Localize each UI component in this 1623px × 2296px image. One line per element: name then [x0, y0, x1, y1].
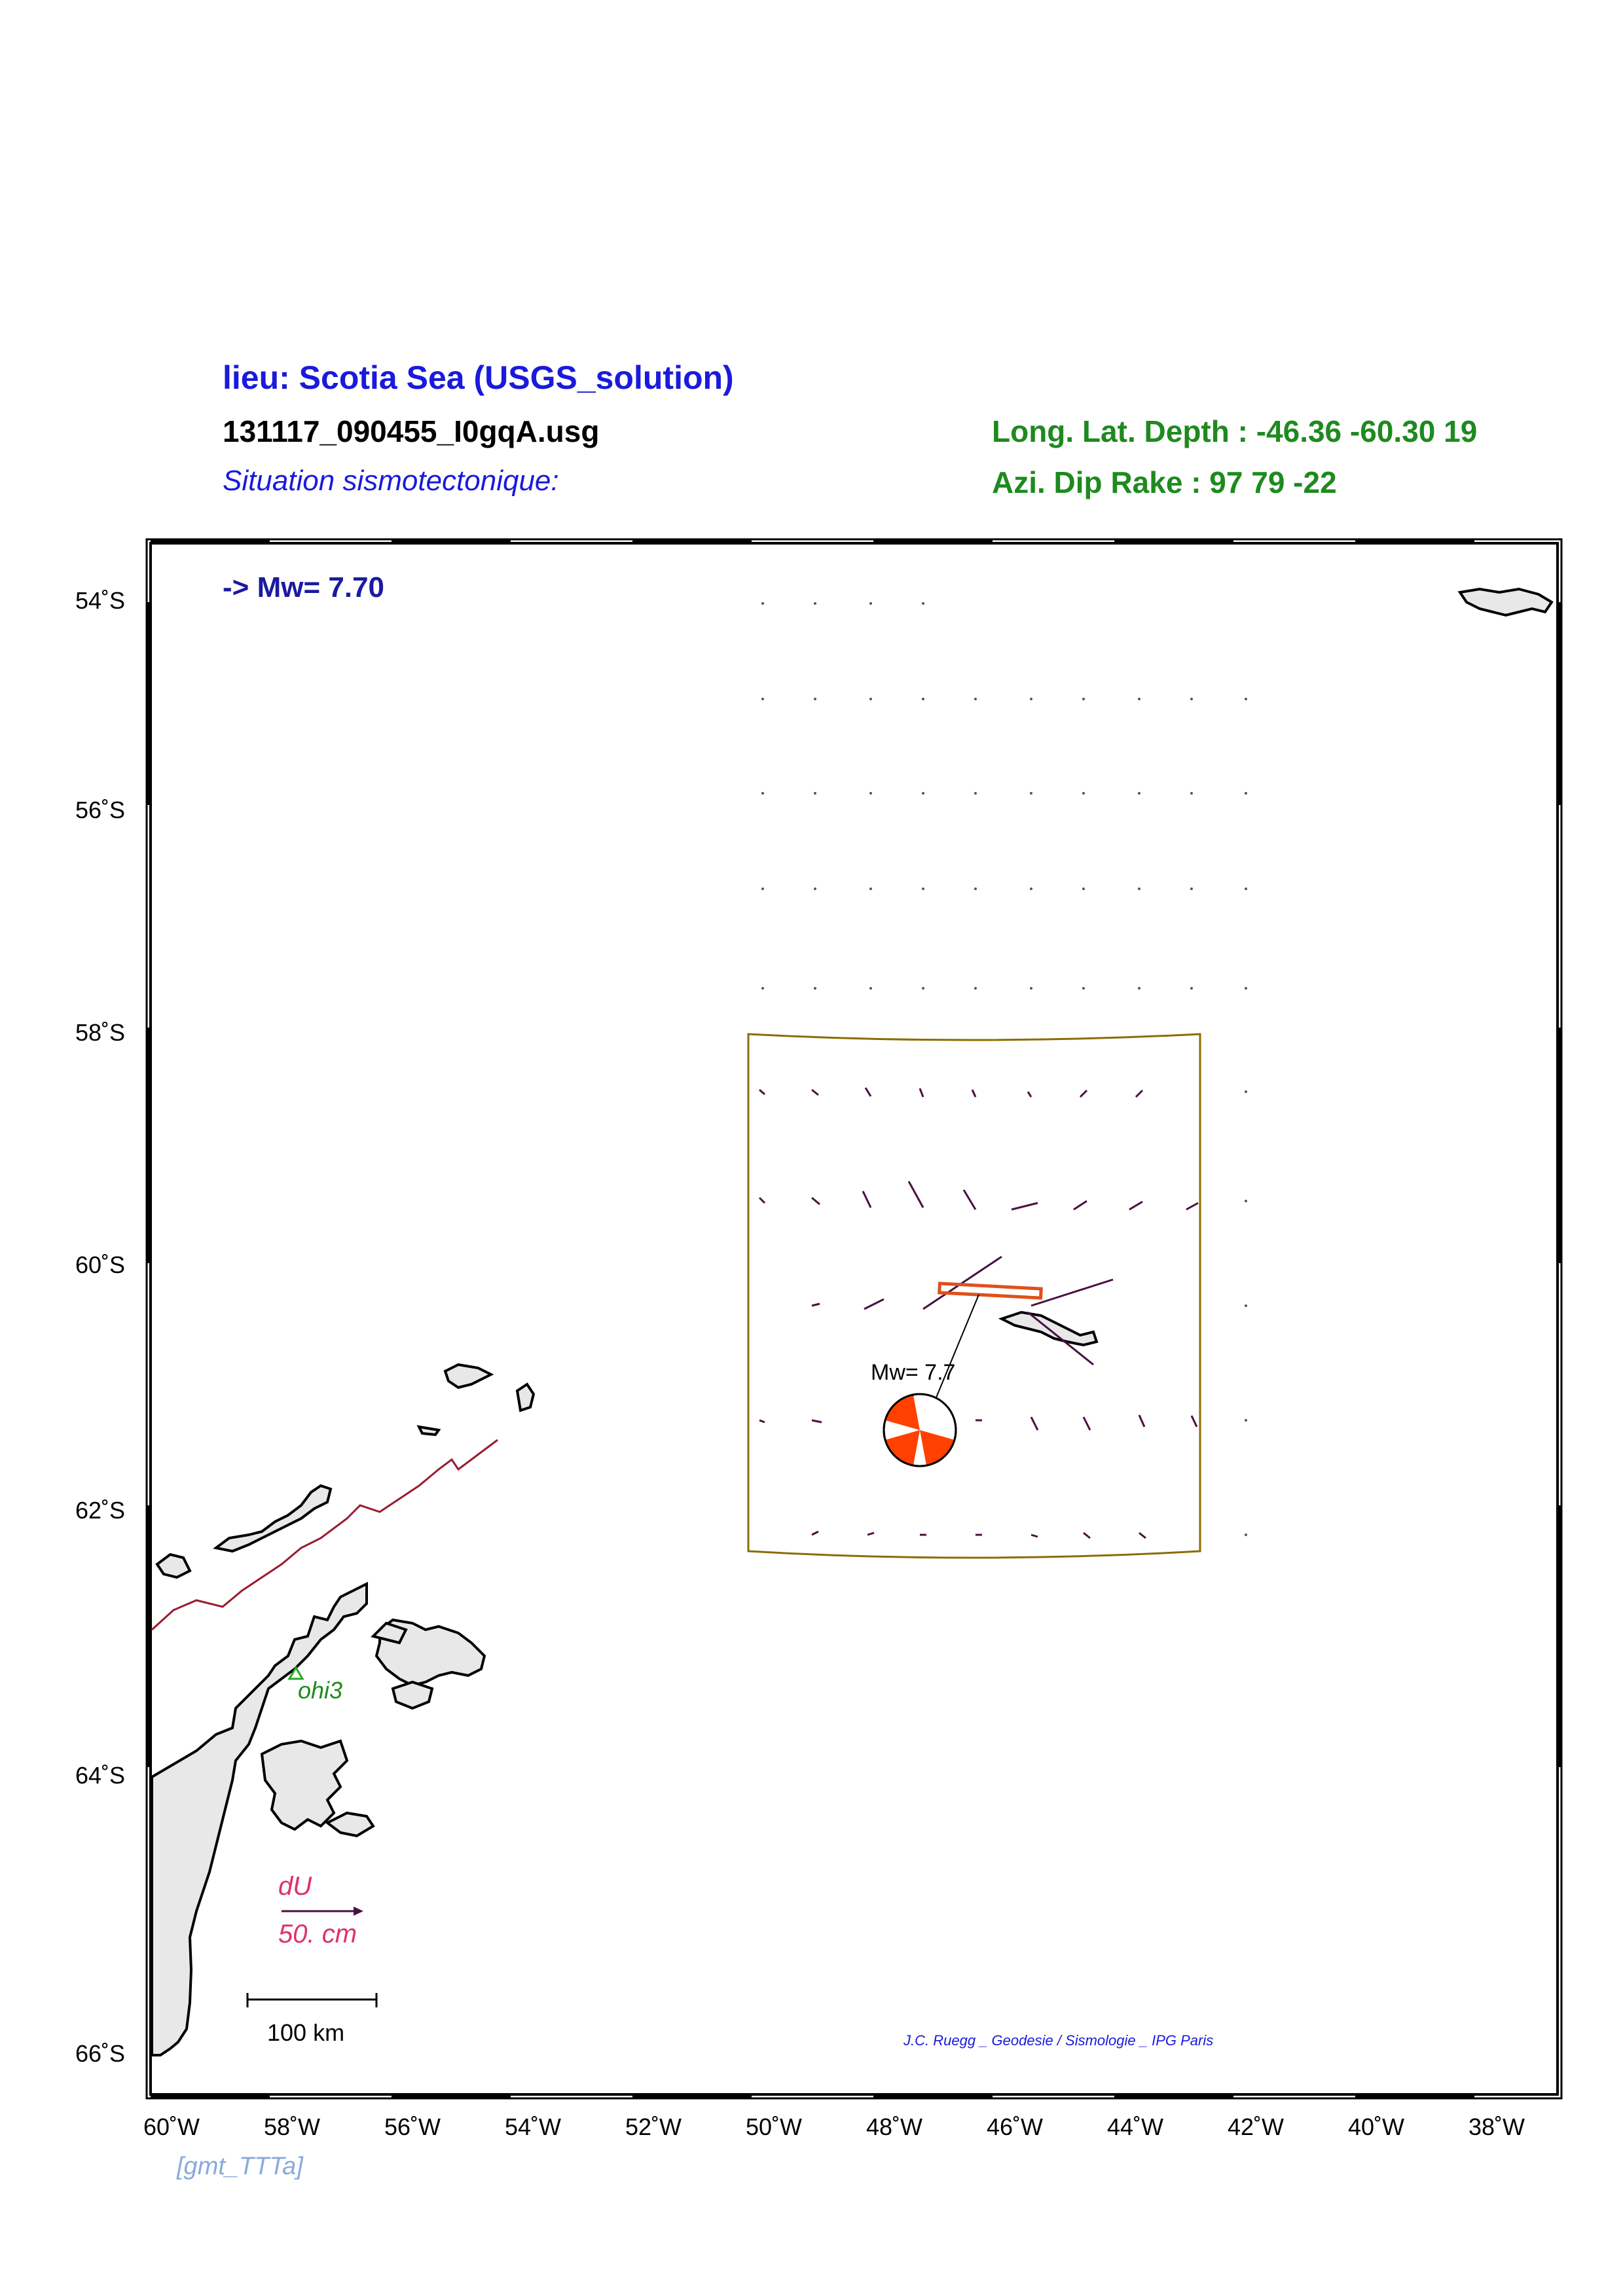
lon-label: 40˚W — [1347, 2113, 1405, 2140]
focal-mechanism-beachball — [884, 1394, 956, 1466]
station-label: ohi3 — [298, 1677, 343, 1704]
credit-text: J.C. Ruegg _ Geodesie / Sismologie _ IPG Paris — [903, 2032, 1214, 2049]
lat-label: 58˚S — [75, 1019, 126, 1046]
lon-label: 46˚W — [986, 2113, 1044, 2140]
focal-params: Azi. Dip Rake : 97 79 -22 — [992, 465, 1337, 499]
antarctic-peninsula — [152, 589, 1552, 2055]
vector-grid — [761, 602, 1247, 1536]
lat-label: 54˚S — [75, 587, 126, 614]
lon-label: 58˚W — [263, 2113, 321, 2140]
legend-scale: 50. cm — [278, 1920, 357, 1948]
event-file-id: 131117_090455_I0gqA.usg — [223, 414, 600, 448]
lon-label: 56˚W — [384, 2113, 441, 2140]
lon-label: 60˚W — [143, 2113, 200, 2140]
lat-label: 62˚S — [75, 1497, 126, 1524]
map-frame — [147, 539, 1561, 2098]
plate-boundary — [152, 1440, 498, 1630]
vector-legend — [278, 1872, 363, 1948]
lon-label: 44˚W — [1106, 2113, 1164, 2140]
lon-label: 54˚W — [504, 2113, 562, 2140]
lat-label: 56˚S — [75, 797, 126, 823]
lon-label: 50˚W — [745, 2113, 803, 2140]
situation-subtitle: Situation sismotectonique: — [223, 465, 559, 497]
beachball-label: Mw= 7.7 — [871, 1360, 956, 1385]
map-title: lieu: Scotia Sea (USGS_solution) — [223, 359, 734, 396]
lat-label: 64˚S — [75, 1762, 126, 1789]
lat-label: 60˚S — [75, 1251, 126, 1278]
lon-label: 48˚W — [866, 2113, 923, 2140]
hypocenter-params: Long. Lat. Depth : -46.36 -60.30 19 — [992, 414, 1478, 448]
longitude-labels — [143, 2113, 1525, 2140]
scale-bar — [247, 1993, 376, 2046]
scale-bar-label: 100 km — [267, 2019, 345, 2046]
gmt-tag: [gmt_TTTa] — [177, 2153, 303, 2180]
lon-label: 38˚W — [1468, 2113, 1525, 2140]
lat-label: 66˚S — [75, 2040, 126, 2067]
displacement-vectors — [759, 1088, 1198, 1538]
latitude-labels — [75, 587, 125, 2067]
lon-label: 42˚W — [1227, 2113, 1285, 2140]
legend-du: dU — [278, 1872, 312, 1901]
lon-label: 52˚W — [625, 2113, 682, 2140]
magnitude-label: -> Mw= 7.70 — [223, 571, 385, 603]
